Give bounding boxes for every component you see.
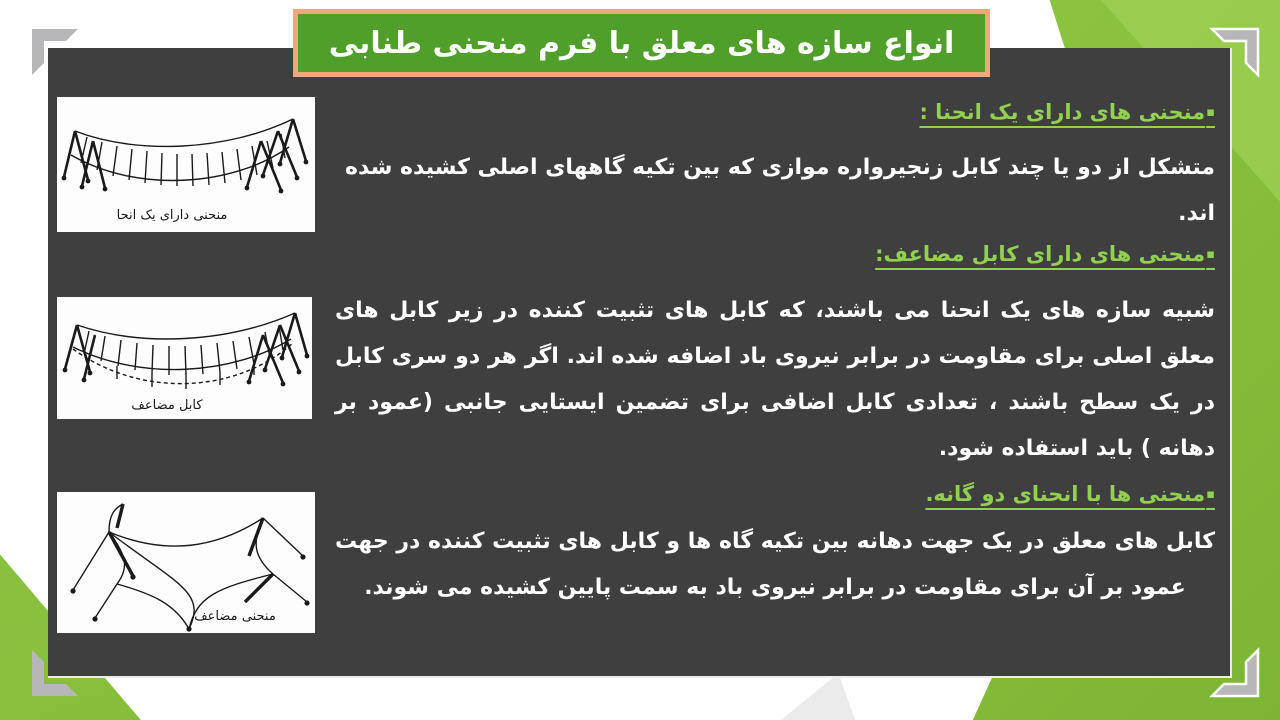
section-3-heading xyxy=(335,482,1215,506)
figure-caption: منحنی دارای یک انحا xyxy=(116,208,228,223)
bullet-square-icon: ▪ xyxy=(1206,247,1215,262)
corner-bracket-icon xyxy=(32,29,78,75)
section-2-body: شبیه سازه های یک انحنا می باشند، که کابل های تثبیت کننده در زیر کابل های معلق اصلی برای مقاومت در برابر نیروی باد اضافه شده اند. اگر هر دو سری کابل در یک سطح باشند ، تعدادی کابل اضافی برای تضمین ایستایی جانبی (عمود بر دهانه ) باید استفاده شود. xyxy=(335,298,1215,461)
text-column xyxy=(335,48,1215,678)
figure-double-cable xyxy=(57,297,312,419)
single-curvature-sketch-image xyxy=(57,97,315,232)
section-2-heading-text: منحنی های دارای کابل مضاعف: xyxy=(875,242,1206,266)
double-cable-sketch-image xyxy=(57,297,312,419)
section-1-heading-text: منحنی های دارای یک انحنا : xyxy=(919,100,1206,124)
section-3-body: کابل های معلق در یک جهت دهانه بین تکیه گاه ها و کابل های تثبیت کننده در جهت عمود بر آن برای مقاومت در برابر نیروی باد به سمت پایین کشیده می شوند. xyxy=(335,529,1215,600)
figure-caption: کابل مضاعف xyxy=(131,398,203,413)
section-1-heading xyxy=(335,100,1215,124)
section-3-heading-text: منحنی ها با انحنای دو گانه. xyxy=(925,482,1206,506)
bullet-square-icon: ▪ xyxy=(1206,105,1215,120)
corner-bracket-icon xyxy=(32,650,78,696)
corner-bracket-icon xyxy=(1212,29,1258,75)
figure-single-curvature xyxy=(57,97,315,232)
bullet-square-icon: ▪ xyxy=(1206,487,1215,502)
slide-title-box xyxy=(293,9,990,77)
figure-caption: منحنی مضاعف xyxy=(194,609,276,624)
slide-title: انواع سازه های معلق با فرم منحنی طنابی xyxy=(328,25,955,61)
section-1-body: متشکل از دو یا چند کابل زنجیرواره موازی که بین تکیه گاههای اصلی کشیده شده اند. xyxy=(345,155,1215,226)
double-curvature-sketch-image xyxy=(57,492,315,633)
corner-bracket-icon xyxy=(1212,650,1258,696)
figure-double-curvature xyxy=(57,492,315,633)
section-2-heading xyxy=(335,242,1215,266)
